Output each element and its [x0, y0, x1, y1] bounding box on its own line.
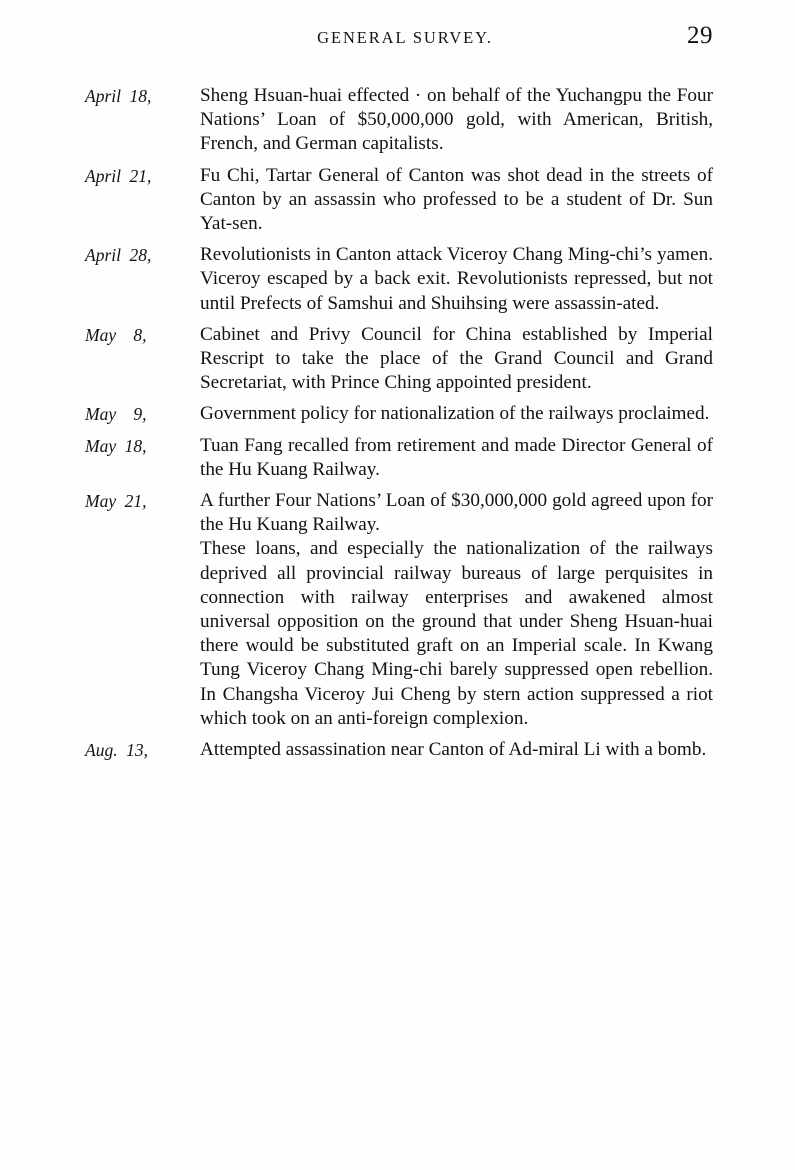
entry-date-label [85, 243, 177, 267]
entry-date-month: May [85, 491, 117, 512]
entry-paragraph: Attempted assassination near Canton of Ad-miral Li with a bomb. [200, 739, 707, 761]
entry-paragraph: Fu Chi, Tartar General of Canton was shot dead in the streets of Canton by an assassin who professed to be a student of Dr. Sun Yat-sen. [200, 164, 713, 235]
entry-paragraph: Sheng Hsuan-huai effected · on behalf of the Yuchangpu the Four Nations’ Loan of $50,000,000 gold, with American, British, French, and German capitalists. [200, 85, 713, 155]
entry-date-month: April [85, 86, 121, 106]
chronology-entry [85, 489, 713, 731]
entry-date-month: May [85, 404, 117, 425]
entry-date-day: 9, [133, 404, 147, 425]
page-number: 29 [687, 22, 713, 49]
page-title: GENERAL SURVEY. [317, 28, 493, 47]
chronology-entry [85, 84, 713, 157]
entry-date-day: 18, [129, 86, 152, 106]
entry-date-label [85, 738, 177, 762]
chronology-entry [85, 243, 713, 316]
entry-date-label [85, 402, 177, 426]
entry-date-month: April [85, 245, 121, 266]
entry-date-month: May [85, 324, 117, 345]
entry-date-day: 28, [129, 245, 152, 266]
entry-date-month: April [85, 165, 121, 186]
entry-date-day: 21, [124, 491, 147, 512]
entry-paragraph: Government policy for nationalization of the railways proclaimed. [200, 403, 710, 425]
chronology-entry [85, 164, 713, 237]
entry-paragraph: Revolutionists in Canton attack Viceroy Chang Ming-chi’s yamen. Viceroy escaped by a back exit. Revolutionists repressed, but not until Prefects of Samshui and Shuihsing were assassin-ated. [200, 244, 713, 314]
entry-date-label [85, 323, 177, 347]
entry-date-month: May [85, 435, 117, 456]
entry-date-label [85, 489, 177, 513]
entry-paragraph: These loans, and especially the nationalization of the railways deprived all provincial railway bureaus of large perquisites in connection with railway enterprises and awakened almost universal opposition on the ground that under Sheng Hsuan-huai there would be substituted graft on an Imperial scale. In Kwang Tung Viceroy Chang Ming-chi barely suppressed open rebellion. In Changsha Viceroy Jui Cheng by stern action suppressed a riot which took on an anti-foreign complexion. [200, 538, 713, 729]
entry-date-month: Aug. [85, 740, 118, 761]
entry-paragraph: Tuan Fang recalled from retirement and made Director General of the Hu Kuang Railway. [200, 434, 713, 480]
entry-date-label [85, 164, 177, 188]
entry-paragraph: A further Four Nations’ Loan of $30,000,000 gold agreed upon for the Hu Kuang Railway. [200, 490, 713, 536]
entry-date-day: 21, [129, 165, 152, 186]
entry-date-label [85, 84, 177, 108]
entry-date-day: 18, [124, 435, 147, 456]
entry-date-label [85, 434, 177, 458]
chronology-entry [85, 402, 713, 426]
entry-date-day: 13, [126, 740, 148, 761]
chronology-entry [85, 323, 713, 396]
running-head [85, 22, 713, 58]
chronology-entry-list [85, 84, 713, 762]
chronology-entry [85, 434, 713, 482]
chronology-entry [85, 738, 713, 762]
entry-date-day: 8, [133, 324, 147, 345]
entry-paragraph: Cabinet and Privy Council for China established by Imperial Rescript to take the place of the Grand Council and Grand Secretariat, with Prince Ching appointed president. [200, 323, 713, 394]
